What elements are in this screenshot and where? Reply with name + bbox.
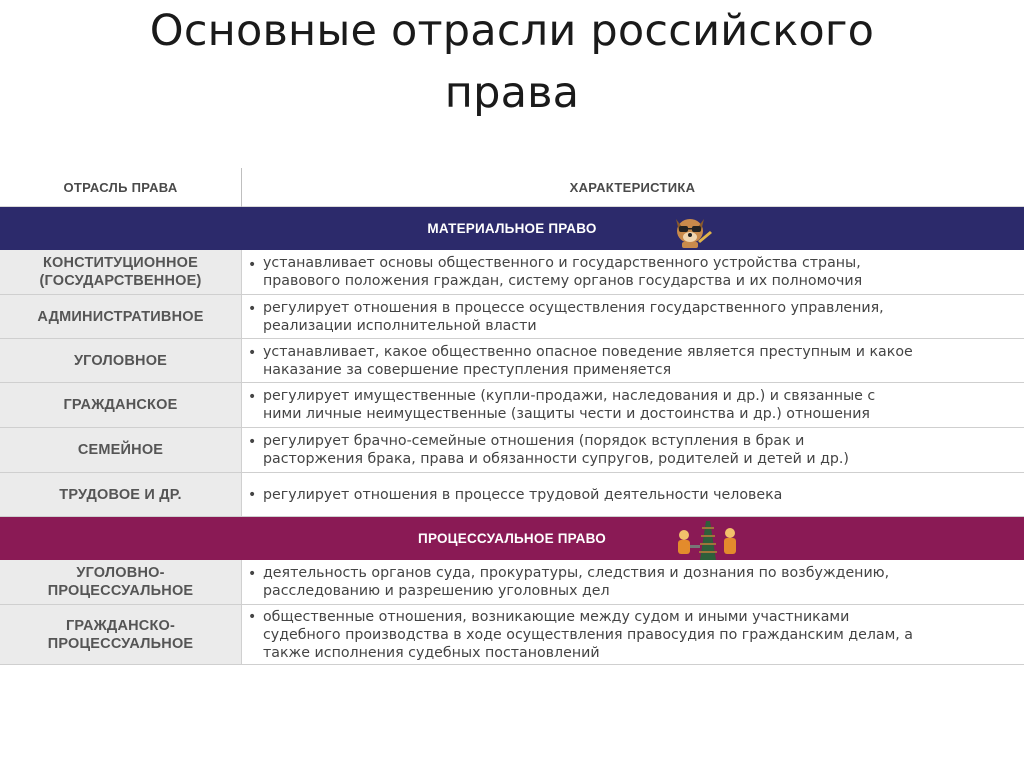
table-row: [0, 295, 1024, 339]
bullet: •: [248, 434, 257, 450]
characteristic-text: регулирует имущественные (купли-продажи, наследования и др.) и связанные с ними личные неимущественные (защиты чести и достоинства и др.) отношения: [263, 388, 876, 422]
characteristic-text: общественные отношения, возникающие между судом и иными участниками судебного производства в ходе осуществления правосудия по гражданским делам, а также исполнения судебных постановлений: [263, 608, 914, 661]
row-divider: [241, 473, 242, 516]
section-material-label: МАТЕРИАЛЬНОЕ ПРАВО: [427, 221, 597, 236]
table-row: [0, 428, 1024, 473]
characteristic-text: устанавливает, какое общественно опасное поведение является преступным и какое наказание за совершение преступления применяется: [263, 343, 913, 378]
slide-title: [0, 0, 1024, 150]
row-divider: [241, 605, 242, 664]
branch-cell: УГОЛОВНОЕ: [0, 339, 241, 382]
table-row: [0, 473, 1024, 517]
table-row: [0, 250, 1024, 295]
row-divider: [241, 295, 242, 338]
row-divider: [241, 560, 242, 604]
railway-workers-icon: [672, 519, 742, 560]
table-row: [0, 560, 1024, 605]
characteristic-text: регулирует отношения в процессе трудовой деятельности человека: [263, 486, 783, 503]
bullet: •: [248, 257, 257, 273]
header-characteristic: ХАРАКТЕРИСТИКА: [569, 180, 696, 195]
table-row: [0, 339, 1024, 383]
branch-cell: ТРУДОВОЕ И ДР.: [0, 473, 241, 516]
table-row: [0, 605, 1024, 665]
characteristic-text: устанавливает основы общественного и государственного устройства страны, правового положения граждан, систему органов государства и их полномочия: [263, 255, 863, 289]
characteristic-cell: [248, 250, 1024, 294]
bullet: •: [248, 609, 257, 625]
header-branch: ОТРАСЛЬ ПРАВА: [63, 180, 178, 195]
branch-cell: ГРАЖДАНСКОЕ: [0, 383, 241, 427]
slide-title-line-2: права: [444, 68, 580, 118]
branch-cell: КОНСТИТУЦИОННОЕ (ГОСУДАРСТВЕННОЕ): [0, 250, 241, 294]
bullet: •: [248, 389, 257, 405]
row-divider: [241, 428, 242, 472]
bullet: •: [248, 566, 257, 582]
branch-cell: СЕМЕЙНОЕ: [0, 428, 241, 472]
slide-title-line-1: Основные отрасли российского: [149, 6, 875, 56]
section-procedural-label: ПРОЦЕССУАЛЬНОЕ ПРАВО: [418, 531, 606, 546]
branch-cell: АДМИНИСТРАТИВНОЕ: [0, 295, 241, 338]
characteristic-cell: [248, 560, 1024, 604]
section-material: [0, 207, 1024, 250]
table-header: [0, 168, 1024, 207]
section-procedural: [0, 517, 1024, 560]
law-branches-table: [0, 168, 1024, 668]
characteristic-cell: [248, 383, 1024, 427]
row-divider: [241, 383, 242, 427]
characteristic-cell: [248, 428, 1024, 472]
table-row: [0, 383, 1024, 428]
branch-cell: УГОЛОВНО- ПРОЦЕССУАЛЬНОЕ: [0, 560, 241, 604]
characteristic-text: регулирует брачно-семейные отношения (порядок вступления в брак и расторжения брака, права и обязанности супругов, родителей и детей и др.): [263, 433, 849, 467]
characteristic-cell: [248, 473, 1024, 516]
characteristic-text: деятельность органов суда, прокуратуры, следствия и дознания по возбуждению, расследованию и разрешению уголовных дел: [263, 565, 890, 599]
dog-mascot-icon: [668, 207, 716, 250]
bullet: •: [248, 345, 257, 361]
row-divider: [241, 339, 242, 382]
characteristic-text: регулирует отношения в процессе осуществления государственного управления, реализации исполнительной власти: [263, 299, 884, 334]
row-divider: [241, 250, 242, 294]
bullet: •: [248, 301, 257, 317]
bullet: •: [248, 487, 257, 503]
branch-cell: ГРАЖДАНСКО- ПРОЦЕССУАЛЬНОЕ: [0, 605, 241, 664]
characteristic-cell: [248, 339, 1024, 382]
characteristic-cell: [248, 605, 1024, 664]
characteristic-cell: [248, 295, 1024, 338]
